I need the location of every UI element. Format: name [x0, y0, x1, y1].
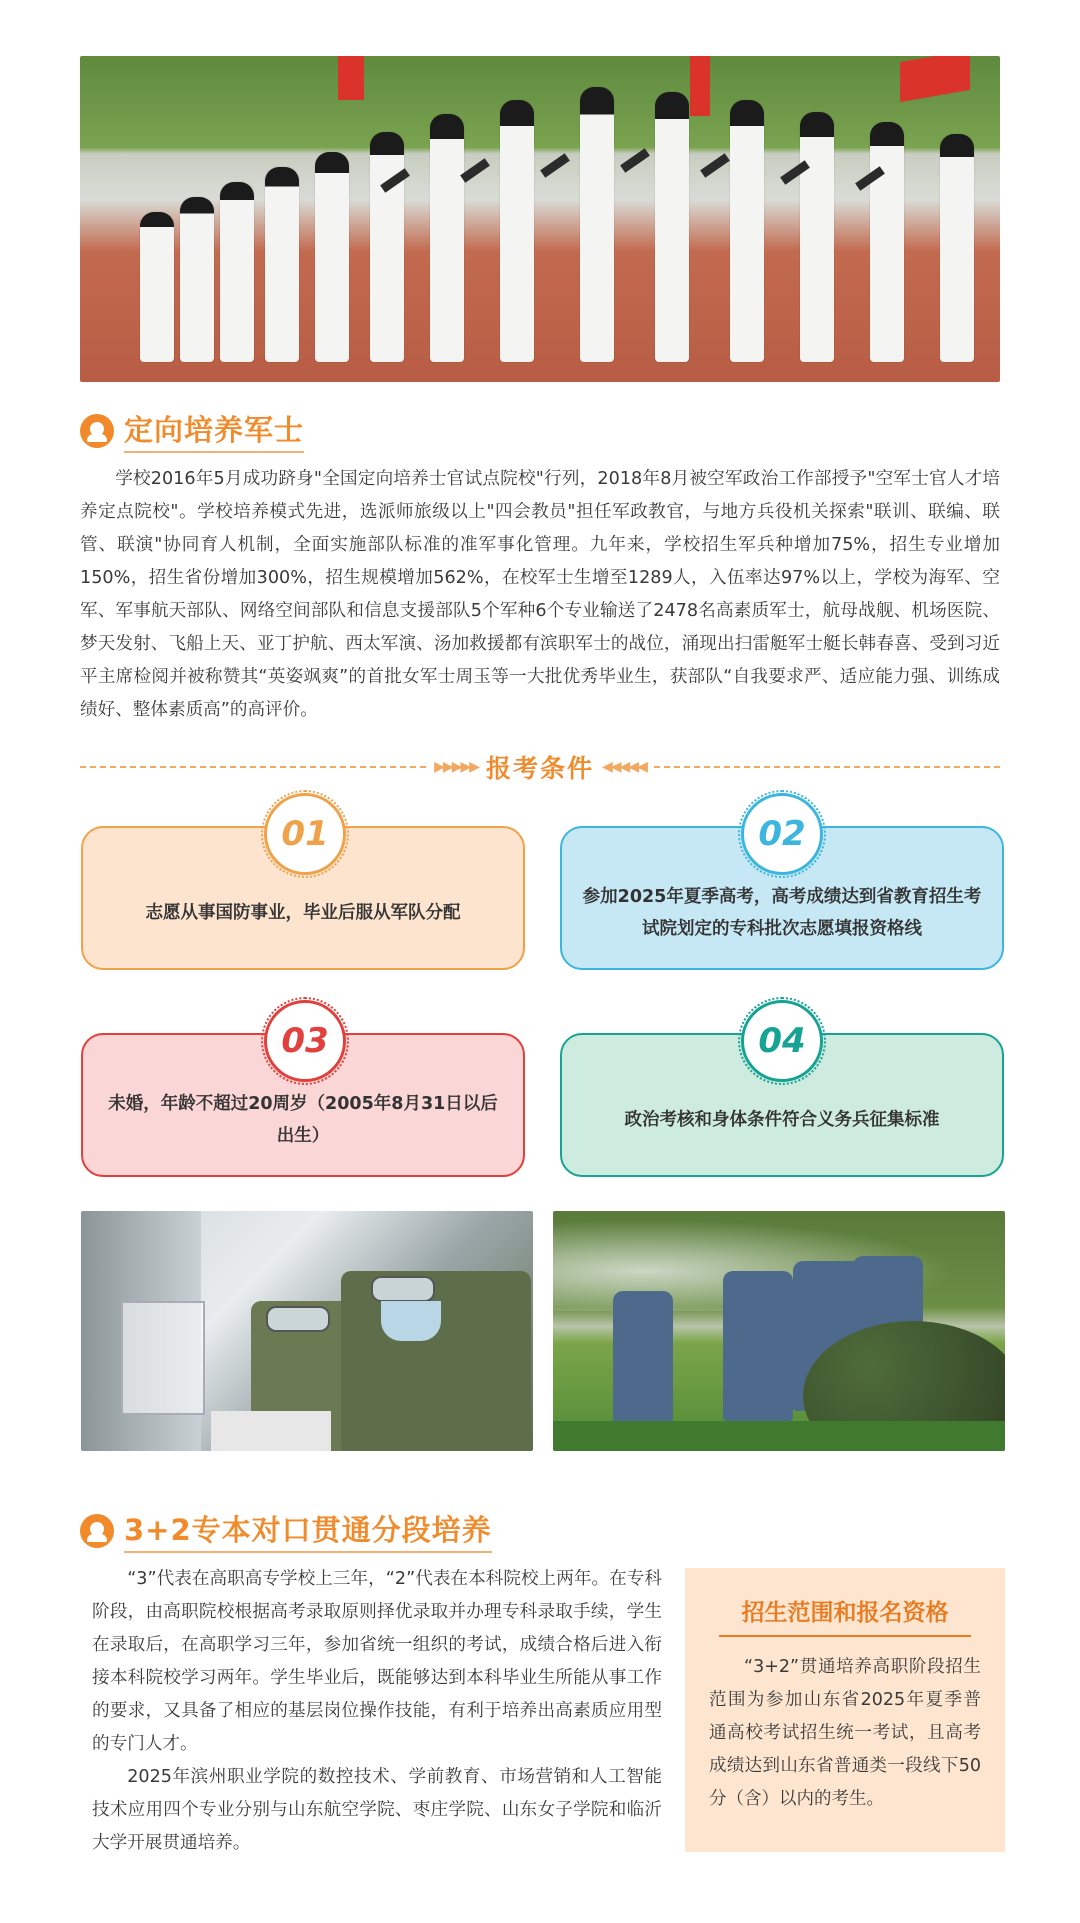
condition-number-badge: [264, 1000, 346, 1082]
section-paragraph: 2025年滨州职业学院的数控技术、学前教育、市场营销和人工智能技术应用四个专业分别与山东航空学院、枣庄学院、山东女子学院和临沂大学开展贯通培养。: [92, 1767, 662, 1853]
red-flag: [900, 56, 970, 102]
condition-number-badge: [741, 1000, 823, 1082]
condition-text: 政治考核和身体条件符合义务兵征集标准: [624, 1110, 940, 1130]
section-heading-directed-training: [80, 408, 304, 453]
info-box-title: 招生范围和报名资格: [719, 1594, 971, 1637]
arrow-left-icon: ◀◀◀◀◀: [602, 759, 646, 775]
officer-icon: [80, 414, 114, 448]
info-box-text: “3+2”贯通培养高职阶段招生范围为参加山东省2025年夏季普通高校考试招生统一考试，且高考成绩达到山东省普通类一段线下50分（含）以内的考生。: [709, 1657, 981, 1809]
condition-number: 04: [758, 1021, 806, 1061]
field-training-photo: [553, 1211, 1005, 1451]
divider-label: 报考条件: [486, 754, 595, 783]
condition-text: 参加2025年夏季高考，高考成绩达到省教育招生考试院划定的专科批次志愿填报资格线: [582, 887, 982, 939]
section-paragraph: 学校2016年5月成功跻身"全国定向培养士官试点院校"行列，2018年8月被空军政治工作部授予"空军士官人才培养定点院校"。学校培养模式先进，选派师旅级以上"四会教员"担任军政教官，与地方兵役机关探索"联训、联编、联管、联演"协同育人机制，全面实施部队标准的准军事化管理。九年来，学校招生军兵种增加75%，招生专业增加150%，招生省份增加300%，招生规模增加562%，在校军士生增至1289人，入伍率达97%以上，学校为海军、空军、军事航天部队、网络空间部队和信息支援部队5个军种6个专业输送了2478名高素质军士，航母战舰、机场医院、梦天发射、飞船上天、亚丁护航、西太军演、汤加救援都有滨职军士的战位，涌现出扫雷艇军士艇长韩春喜、受到习近平主席检阅并被称赞其“英姿飒爽”的首批女军士周玉等一大批优秀毕业生，获部队“自我要求严、适应能力强、训练成绩好、整体素质高”的高评价。: [80, 469, 1000, 720]
condition-number: 01: [281, 814, 329, 854]
section-title: 3+2专本对口贯通分段培养: [124, 1508, 492, 1553]
parade-photo: [80, 56, 1000, 382]
condition-number: 02: [758, 814, 806, 854]
condition-number-badge: [741, 793, 823, 875]
layers-icon: [80, 1514, 114, 1548]
admission-scope-box: [685, 1568, 1005, 1852]
condition-number-badge: [264, 793, 346, 875]
condition-text: 志愿从事国防事业，毕业后服从军队分配: [145, 903, 461, 923]
red-flag: [690, 56, 710, 116]
condition-text: 未婚，年龄不超过20周岁（2005年8月31日以后出生）: [108, 1094, 498, 1146]
red-flag: [338, 56, 364, 100]
section-paragraph: “3”代表在高职高专学校上三年，“2”代表在本科院校上两年。在专科阶段，由高职院校根据高考录取原则择优录取并办理专科录取手续，学生在录取后，在高职学习三年，参加省统一组织的考试，成绩合格后进入衔接本科院校学习两年。学生毕业后，既能够达到本科毕业生所能从事工作的要求，又具备了相应的基层岗位操作技能，有利于培养出高素质应用型的专门人才。: [92, 1569, 662, 1754]
conditions-divider: [80, 749, 1000, 785]
section-title: 定向培养军士: [124, 408, 304, 453]
arrow-right-icon: ▶▶▶▶▶: [434, 759, 478, 775]
condition-number: 03: [281, 1021, 329, 1061]
lab-training-photo: [81, 1211, 533, 1451]
section-heading-3plus2: [80, 1508, 492, 1553]
